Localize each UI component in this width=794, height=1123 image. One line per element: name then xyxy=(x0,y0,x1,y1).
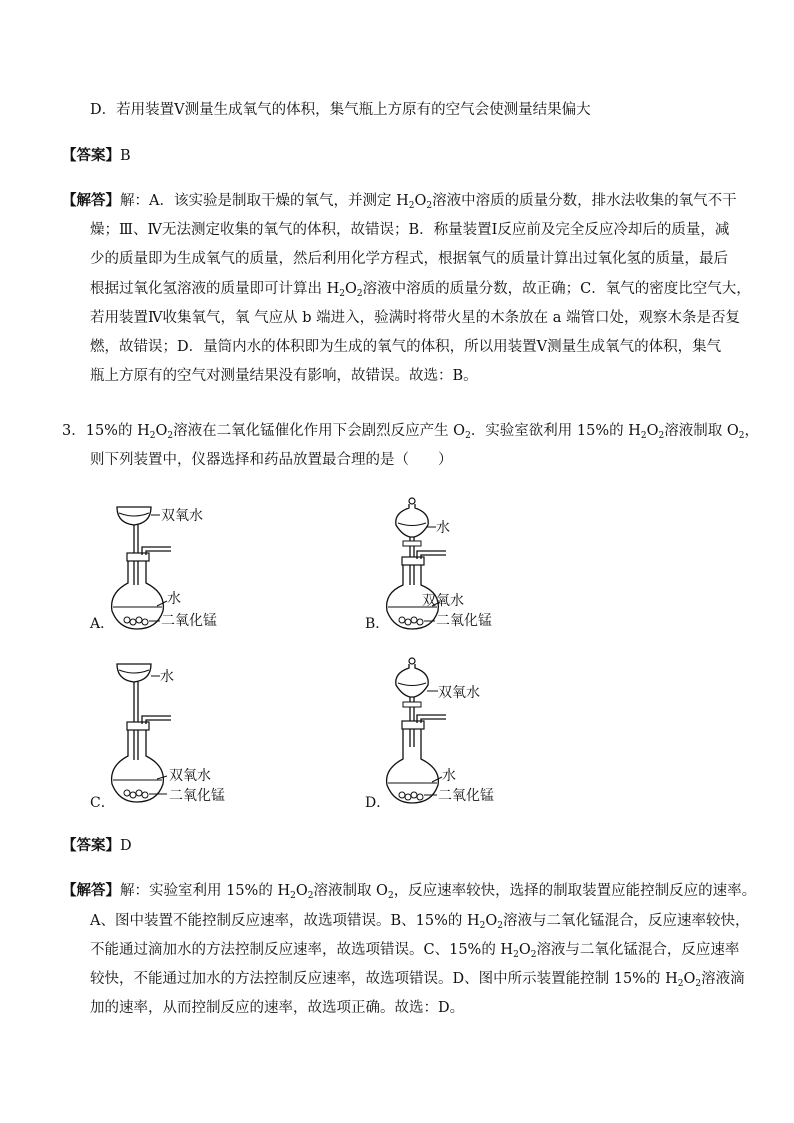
subscript: 2 xyxy=(658,431,665,441)
text: 溶液与二氧化锰混合，反应速率 xyxy=(536,942,740,958)
apparatus-c[interactable] xyxy=(105,660,265,810)
subscript: 2 xyxy=(530,950,537,960)
label-c-bottom: 二氧化锰 xyxy=(169,788,225,804)
answer-label: 【答案】 xyxy=(62,838,120,854)
text: 溶液制取 O xyxy=(313,883,388,899)
prev-analysis-line-7: 瓶上方原有的空气对测量结果没有影响，故错误。故选：B。 xyxy=(90,368,478,384)
text: 溶液中溶质的质量分数，排水法收集的氧气不干 xyxy=(432,193,737,209)
label-c-top: 水 xyxy=(160,669,174,685)
subscript: 2 xyxy=(513,950,519,960)
text: O xyxy=(646,423,659,439)
answer-value: B xyxy=(120,148,131,164)
text: ，反应速率较快，选择的制取装置应能控制反应的速率。 xyxy=(393,883,757,899)
prev-option-d: D．若用装置Ⅴ测量生成氧气的体积，集气瓶上方原有的空气会使测量结果偏大 xyxy=(90,102,591,118)
text: O xyxy=(295,883,308,899)
subscript: 2 xyxy=(356,289,363,299)
question-3-line-2: 则下列装置中，仪器选择和药品放置最合理的是（ ） xyxy=(90,452,453,468)
prev-analysis-line-3: 少的质量即为生成氧气的质量，然后利用化学方程式，根据氧气的质量计算出过氧化氢的质量，最后 xyxy=(90,251,728,267)
subscript: 2 xyxy=(149,431,156,441)
answer-3 xyxy=(62,836,132,856)
prev-analysis-line-6: 燃，故错误；D．量筒内水的体积即为生成的氧气的体积，所以用装置Ⅴ测量生成氧气的体积，集气 xyxy=(90,339,722,355)
prev-analysis-line-4 xyxy=(90,279,751,299)
text: 溶液滴 xyxy=(701,971,745,987)
answer-value: D xyxy=(120,838,132,854)
subscript: 2 xyxy=(167,431,174,441)
prev-analysis-line-1 xyxy=(62,191,737,211)
subscript: 2 xyxy=(290,891,296,901)
label-a-top: 双氧水 xyxy=(161,508,203,524)
analysis-3-line-1 xyxy=(62,881,756,901)
subscript: 2 xyxy=(497,921,503,931)
text: ．实验室欲利用 15%的 H xyxy=(470,423,641,439)
label-b-flask: 双氧水 xyxy=(422,593,464,609)
text: 根据过氧化氢溶液的质量即可计算出 H xyxy=(90,281,340,297)
prev-analysis-line-2: 燥；Ⅲ、Ⅳ无法测定收集的氧气的体积，故错误；B．称量装置Ⅰ反应前及完全反应冷却后的质量，减 xyxy=(90,222,730,238)
label-d-bottom: 二氧化锰 xyxy=(438,788,494,804)
subscript: 2 xyxy=(677,979,684,989)
subscript: 2 xyxy=(426,201,433,211)
analysis-label: 【解答】 xyxy=(62,193,120,209)
prev-answer xyxy=(62,146,131,166)
analysis-3-line-4 xyxy=(90,969,745,989)
subscript: 2 xyxy=(640,431,647,441)
option-b-label[interactable]: B． xyxy=(365,616,390,632)
text: 解：实验室利用 15%的 H xyxy=(120,883,291,899)
apparatus-d[interactable] xyxy=(380,655,550,810)
option-d-label[interactable]: D． xyxy=(365,795,391,811)
text: O xyxy=(518,942,531,958)
text: O xyxy=(155,423,168,439)
label-b-bottom: 二氧化锰 xyxy=(436,613,492,629)
prev-analysis-line-5: 若用装置Ⅳ收集氧气，氧 气应从 b 端进入，验满时将带火星的木条放在 a 端管口处，观察木条是否复 xyxy=(90,310,740,326)
text: ， xyxy=(744,423,759,439)
subscript: 2 xyxy=(738,431,745,441)
apparatus-a[interactable] xyxy=(105,495,265,635)
label-d-top: 双氧水 xyxy=(438,685,480,701)
text: 溶液在二氧化锰催化作用下会剧烈反应产生 O xyxy=(173,423,466,439)
analysis-3-line-3 xyxy=(90,940,739,960)
text: O xyxy=(485,913,498,929)
option-c-label[interactable]: C． xyxy=(90,795,115,811)
question-3-line-1 xyxy=(62,421,759,441)
analysis-label: 【解答】 xyxy=(62,883,120,899)
text: 较快，不能通过加水的方法控制反应速率，故选项错误。D、图中所示装置能控制 15%的 H xyxy=(90,971,678,987)
text: 溶液制取 O xyxy=(664,423,739,439)
text: A、图中装置不能控制反应速率，故选项错误。B、15%的 H xyxy=(90,913,480,929)
text: 不能通过滴加水的方法控制反应速率，故选项错误。C、15%的 H xyxy=(90,942,514,958)
subscript: 2 xyxy=(387,891,394,901)
label-a-flask: 水 xyxy=(167,591,181,607)
subscript: 2 xyxy=(307,891,314,901)
label-b-top: 水 xyxy=(436,520,450,536)
analysis-3-line-2 xyxy=(90,911,749,931)
text: 3．15%的 H xyxy=(62,423,150,439)
analysis-3-line-5: 加的速率，从而控制反应的速率，故选项正确。故选：D。 xyxy=(90,1000,465,1016)
text: 解：A．该实验是制取干燥的氧气，并测定 H xyxy=(120,193,409,209)
text: O xyxy=(414,193,427,209)
answer-label: 【答案】 xyxy=(62,148,120,164)
text: O xyxy=(683,971,696,987)
label-c-flask: 双氧水 xyxy=(169,768,211,784)
subscript: 2 xyxy=(465,431,471,441)
subscript: 2 xyxy=(479,921,486,931)
label-a-bottom: 二氧化锰 xyxy=(161,613,217,629)
text: 溶液与二氧化锰混合，反应速率较快， xyxy=(502,913,750,929)
option-a-label[interactable]: A． xyxy=(90,616,115,632)
text: 溶液中溶质的质量分数，故正确；C．氧气的密度比空气大， xyxy=(362,281,751,297)
label-d-flask: 水 xyxy=(442,768,456,784)
subscript: 2 xyxy=(408,201,415,211)
subscript: 2 xyxy=(339,289,345,299)
subscript: 2 xyxy=(695,979,702,989)
apparatus-b[interactable] xyxy=(380,495,540,635)
text: O xyxy=(345,281,357,297)
